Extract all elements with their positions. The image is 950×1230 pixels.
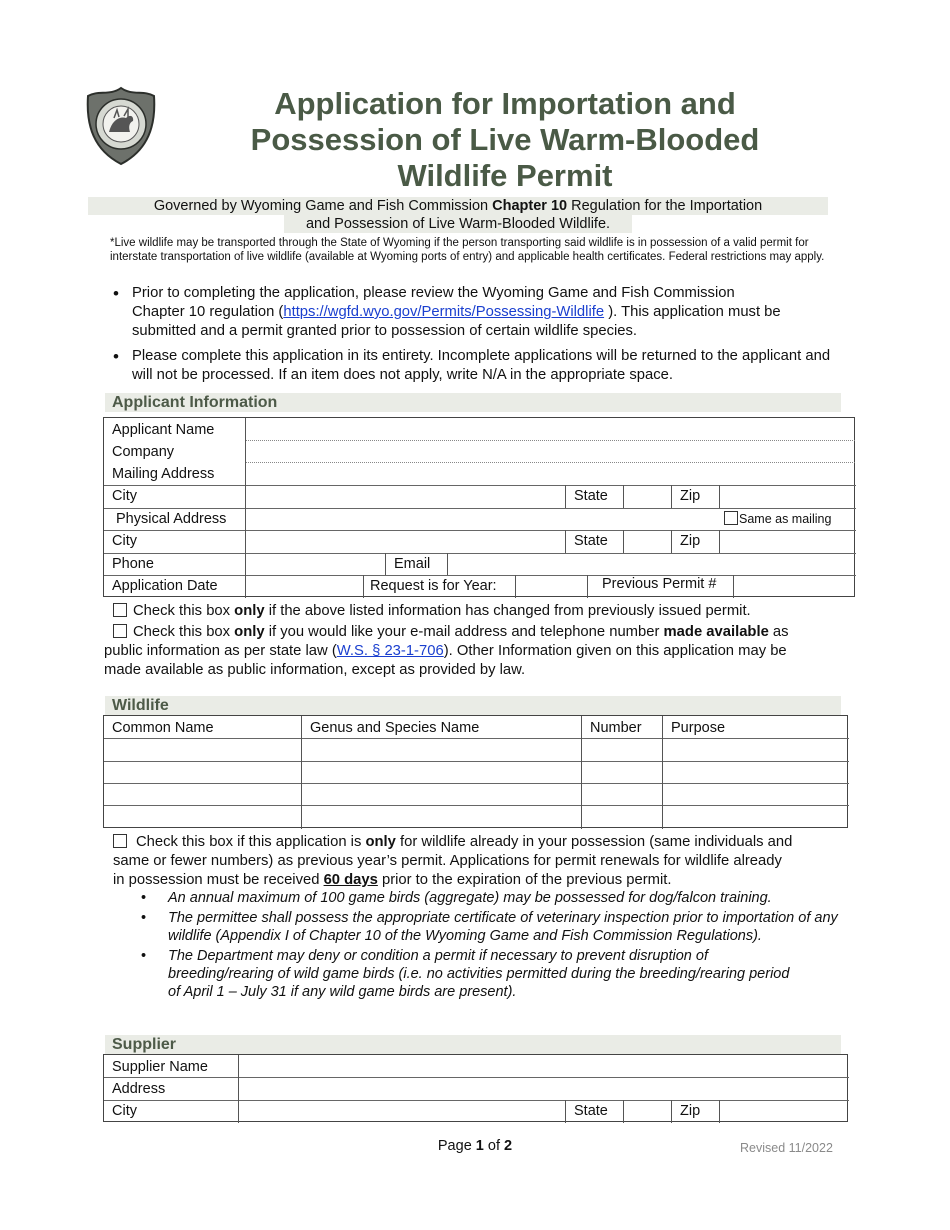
- info-changed-check: [113, 602, 853, 621]
- state-field[interactable]: [624, 485, 671, 508]
- mailing-address-field[interactable]: [246, 462, 855, 485]
- check-1-pre: Check this box: [133, 603, 235, 619]
- wildlife-table: [103, 715, 848, 828]
- supplier-state-label: State: [574, 1103, 608, 1119]
- application-date-label: Application Date: [112, 578, 218, 594]
- possession-pre: Check this box if this application is: [136, 834, 366, 850]
- condition-bullets: [141, 889, 848, 1001]
- col-common-name: Common Name: [112, 720, 214, 736]
- physical-city-label: City: [112, 533, 137, 549]
- physical-city-field[interactable]: [246, 530, 565, 553]
- check-2-line2-pre: public information as per state law (: [104, 643, 337, 659]
- company-field[interactable]: [246, 440, 855, 462]
- title-line-2: Possession of Live Warm-Blooded: [250, 122, 760, 157]
- governed-prefix: Governed by Wyoming Game and Fish Commission: [153, 198, 493, 214]
- possession-60-days: 60 days: [323, 872, 378, 888]
- supplier-state-field[interactable]: [624, 1100, 671, 1123]
- revised-date: Revised 11/2022: [740, 1141, 833, 1155]
- same-as-mailing-option[interactable]: [720, 508, 831, 530]
- zip-label: Zip: [680, 488, 701, 504]
- col-line: [587, 575, 588, 598]
- condition-bullet-text: An annual maximum of 100 game birds (aggregate) may be possessed for dog/falcon training.: [168, 890, 772, 906]
- bullet-complete-application: [113, 347, 842, 385]
- transport-note: *Live wildlife may be transported through the State of Wyoming if the person transporting said wildlife is in possession of a valid permit for interstate transportation of live wildlife (available at Wyoming ports of entry) and applicable health certificates. Federal restrictions may apply.: [110, 237, 825, 263]
- supplier-address-label: Address: [112, 1081, 166, 1097]
- application-date-field[interactable]: [246, 575, 363, 598]
- regulation-link[interactable]: https://wgfd.wyo.gov/Permits/Possessing-Wildlife: [283, 304, 605, 320]
- public-info-checkbox[interactable]: [113, 624, 127, 638]
- check-2-post: as: [768, 624, 789, 640]
- bullet-1-post: ). This application must be: [604, 304, 781, 320]
- page-current: 1: [475, 1138, 484, 1154]
- applicant-table: [103, 417, 855, 597]
- governed-chapter: Chapter 10: [492, 198, 568, 214]
- governed-by-banner: [88, 197, 828, 233]
- condition-bullet-text: The permittee shall possess the appropriate certificate of veterinary inspection prior to importation of any wildlife (Appendix I of Chapter 10 of the Wyoming Game and Fish Commission Regulations).: [168, 910, 838, 944]
- check-2-bold-2: made available: [663, 624, 769, 640]
- page-pre: Page: [437, 1138, 476, 1154]
- possession-line3-post: prior to the expiration of the previous permit.: [377, 872, 672, 888]
- agency-logo: [84, 86, 158, 166]
- col-purpose: Purpose: [671, 720, 726, 736]
- supplier-zip-field[interactable]: [720, 1100, 848, 1123]
- bullet-dot: •: [141, 948, 147, 964]
- title-line-3: Wildlife Permit: [397, 158, 613, 193]
- bullet-dot: •: [141, 890, 147, 906]
- bullet-2-text: Please complete this application in its entirety. Incomplete applications will be returned to the applicant and will not be processed. If an item does not apply, write N/A in the appropriate space.: [132, 348, 831, 383]
- col-number: Number: [590, 720, 642, 736]
- title-line-1: Application for Importation and: [274, 86, 736, 121]
- supplier-address-field[interactable]: [239, 1077, 848, 1100]
- previous-permit-field[interactable]: [734, 575, 855, 598]
- same-as-mailing-label: Same as mailing: [739, 512, 832, 526]
- possession-checkbox[interactable]: [113, 834, 127, 848]
- statute-link[interactable]: W.S. § 23-1-706: [336, 643, 444, 659]
- phone-field[interactable]: [246, 553, 385, 575]
- form-title: [215, 86, 795, 194]
- city-field[interactable]: [246, 485, 565, 508]
- bullet-review-regulation: [113, 284, 852, 341]
- request-year-label: Request is for Year:: [370, 578, 497, 594]
- check-2-mid: if you would like your e-mail address and telephone number: [264, 624, 664, 640]
- phone-label: Phone: [112, 556, 154, 572]
- physical-state-label: State: [574, 533, 608, 549]
- physical-zip-field[interactable]: [720, 530, 855, 553]
- bullet-dot: •: [113, 347, 119, 366]
- check-2-pre: Check this box: [133, 624, 235, 640]
- supplier-table: [103, 1054, 848, 1122]
- governed-suffix: Regulation for the Importation: [567, 198, 763, 214]
- condition-bullet-text: The Department may deny or condition a permit if necessary to prevent disruption of breeding/rearing of wild game birds (i.e. no activities permitted during the breeding/rearing period of April 1 – July 31 if any wild game birds are present).: [168, 948, 790, 1000]
- email-field[interactable]: [448, 553, 855, 575]
- request-year-field[interactable]: [516, 575, 587, 598]
- condition-bullet: [141, 889, 848, 907]
- same-as-mailing-checkbox[interactable]: [724, 511, 738, 525]
- page-of: of: [483, 1138, 505, 1154]
- possession-line-2: same or fewer numbers) as previous year’s permit. Applications for permit renewals for wildlife already: [113, 853, 782, 869]
- bullet-1-line-3: submitted and a permit granted prior to possession of certain wildlife species.: [132, 323, 637, 339]
- condition-bullet: [141, 909, 848, 945]
- supplier-header: Supplier: [105, 1035, 841, 1054]
- check-1-post: if the above listed information has changed from previously issued permit.: [264, 603, 751, 619]
- check-1-bold: only: [234, 603, 265, 619]
- public-info-check: [104, 623, 853, 680]
- email-label: Email: [394, 556, 431, 572]
- physical-address-label: Physical Address: [116, 511, 227, 527]
- governed-line-2: and Possession of Live Warm-Blooded Wildlife.: [284, 215, 632, 233]
- physical-address-field[interactable]: [246, 508, 716, 530]
- col-genus-species: Genus and Species Name: [310, 720, 480, 736]
- bullet-1-pre: Chapter 10 regulation (: [132, 304, 284, 320]
- possession-line3-pre: in possession must be received: [113, 872, 324, 888]
- wildlife-row-3[interactable]: [104, 784, 849, 805]
- applicant-name-field[interactable]: [246, 418, 855, 440]
- supplier-name-label: Supplier Name: [112, 1059, 208, 1075]
- condition-bullet: [141, 947, 793, 1001]
- applicant-info-header: Applicant Information: [105, 393, 841, 412]
- previous-permit-label: Previous Permit #: [602, 576, 717, 592]
- possession-bold: only: [365, 834, 396, 850]
- mailing-address-label: Mailing Address: [112, 466, 215, 482]
- zip-field[interactable]: [720, 485, 855, 508]
- bullet-1-line-1: Prior to completing the application, please review the Wyoming Game and Fish Commission: [132, 285, 735, 301]
- supplier-city-label: City: [112, 1103, 137, 1119]
- company-label: Company: [112, 444, 175, 460]
- check-2-line2-post: ). Other Information given on this application may be: [443, 643, 787, 659]
- city-label: City: [112, 488, 137, 504]
- wildlife-row-1[interactable]: [104, 739, 849, 761]
- physical-zip-label: Zip: [680, 533, 701, 549]
- state-label: State: [574, 488, 608, 504]
- supplier-city-field[interactable]: [239, 1100, 565, 1123]
- supplier-name-field[interactable]: [239, 1055, 848, 1077]
- bullet-dot: •: [113, 284, 119, 303]
- possession-post: for wildlife already in your possession (same individuals and: [395, 834, 793, 850]
- supplier-zip-label: Zip: [680, 1103, 701, 1119]
- bullet-dot: •: [141, 910, 147, 926]
- applicant-name-label: Applicant Name: [112, 422, 215, 438]
- check-2-line-3: made available as public information, except as provided by law.: [104, 662, 526, 678]
- wildlife-row-2[interactable]: [104, 762, 849, 783]
- info-changed-checkbox[interactable]: [113, 603, 127, 617]
- page-total: 2: [504, 1138, 513, 1154]
- possession-check: [113, 833, 853, 890]
- check-2-bold: only: [234, 624, 265, 640]
- wildlife-row-4[interactable]: [104, 806, 849, 828]
- wildlife-header: Wildlife: [105, 696, 841, 715]
- physical-state-field[interactable]: [624, 530, 671, 553]
